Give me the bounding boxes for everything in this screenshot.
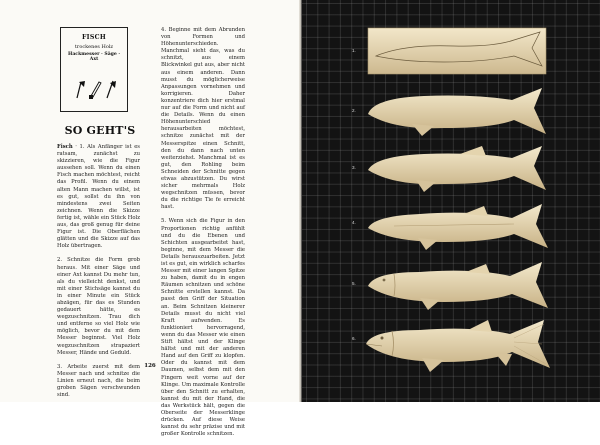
paragraph-lead: Fisch [57, 144, 73, 150]
right-page-photo [302, 0, 600, 402]
info-box-tools: Hackmesser · Säge · Axt [67, 52, 121, 62]
left-page [0, 0, 299, 438]
section-heading: SO GEHT'S [64, 124, 136, 137]
step-label: 5. [352, 281, 356, 286]
carving-stage-3 [364, 142, 554, 196]
paragraph-step-3: 3. Arbeite zuerst mit dem Messer nach und schnitze die Linien erneut nach, die beim groben Sägen verschwunden sind. [57, 363, 140, 399]
step-label: 3. [352, 165, 356, 170]
paragraph-step-5: 5. Wenn sich die Figur in den Proportionen richtig anfühlt und du die Ebenen und Schichten ausgearbeitet hast, beginne, mit dem Messer die Details herauszuarbeiten. Jetzt ist es gut, ein wirklich scharfes Messer mit einer langen Spitze zu haben, damit du in engen Räumen schnitzen und schöne Schnitte erstellen kannst. Da passt den Griff der Situation an. Beim Schnitzen kleinerer Details musst du nicht viel Kraft aufwenden. Es funktioniert hervorragend, wenn du das Messer wie einen Stift hältst und der Klinge hältst und mit der anderen Hand auf den Griff zu klopfen. Oder du kannst mit dem Daumen, selbst dem mit den Fingern weit vorne auf der Klinge. Um maximale Kontrolle über den Schnitt zu erhalten, kannst du mit der Hand, die das Werkstück hält, gegen die Oberseite der Messerklinge drücken. Auf diese Weise kannst du sehr präzise und mit großer Kontrolle schnitzen. [161, 218, 245, 438]
info-box-title: FISCH [81, 34, 107, 41]
carving-stage-2-rough [364, 84, 554, 140]
text-column-left [57, 144, 140, 406]
text-column-right [161, 27, 245, 445]
info-box-wood: trockenes Holz [74, 44, 114, 50]
tool-icons [71, 78, 119, 100]
info-box [60, 27, 128, 112]
saw-icon [89, 82, 101, 99]
axe-icon [107, 81, 116, 98]
carving-stage-5 [364, 258, 554, 314]
paragraph-step-4: 4. Beginne mit dem Abrunden von Formen und Höhenunterschieden. Manchmal sieht das, was du schnitzt, aus einem Blickwinkel gut aus, aber nicht aus einem anderen. Dann musst du möglicherweise Anpassungen vornehmen und korrigieren. Daher konzentriere dich hier erstmal nur auf die Form und nicht auf die Details. Wenn du einen Höhenunterschied herausarbeiten möchtest, schnitze zunächst mit der Messerspitze einen Schnitt, den du dann nach unten weiterziehst. Manchmal ist es gut, den Rohling beim Schneiden der Schnitte gegen etwas abzustützen. Du wirst sicher mehrmals Holz wegschnitzen müssen, bevor du die richtige Tie fe erreicht hast. [161, 27, 245, 211]
step-label: 2. [352, 108, 356, 113]
carving-stage-6-finished [364, 316, 554, 374]
step-label: 6. [352, 336, 356, 341]
step-label: 1. [352, 48, 356, 53]
carving-stage-1-block [364, 26, 554, 78]
page-number: 126 [144, 363, 156, 369]
paragraph-step-2: 2. Schnitze die Form grob heraus. Mit einer Säge und einer Axt kannst Du mehr tun, als du vielleicht denkst, und mit einer Stichsäge kannst du in einer Minute ein Stück abzägen, für das es Stunden gedauert hätte, es wegzuschnitzen. Trau dich und entferne so viel Holz wie möglich, bevor du mit dem Messer beginnst. Viel Holz wegzuschnitzen strapaziert Messer, Hände und Geduld. [57, 257, 140, 356]
paragraph-step-1 [57, 144, 140, 250]
carving-stage-4 [364, 200, 554, 254]
step-label: 4. [352, 220, 356, 225]
paragraph-text: · 1. Als Anfänger ist es ratsam, zunächst zu skizzieren, wie die Figur aussehen soll. Wenn du einen Fisch machen möchtest, reicht das Profil. Wenn du einem alten Mann machen willst, ist es gut, sollst du ihn von mindestens zwei Seiten zeichnen. Wenn die Skizze fertig ist, wähle ein Stück Holz aus, das groß genug für deine Figur ist. Die Oberflächen glätten und die Skizze auf das Holz übertragen. [57, 144, 140, 250]
hatchet-icon [77, 81, 85, 98]
